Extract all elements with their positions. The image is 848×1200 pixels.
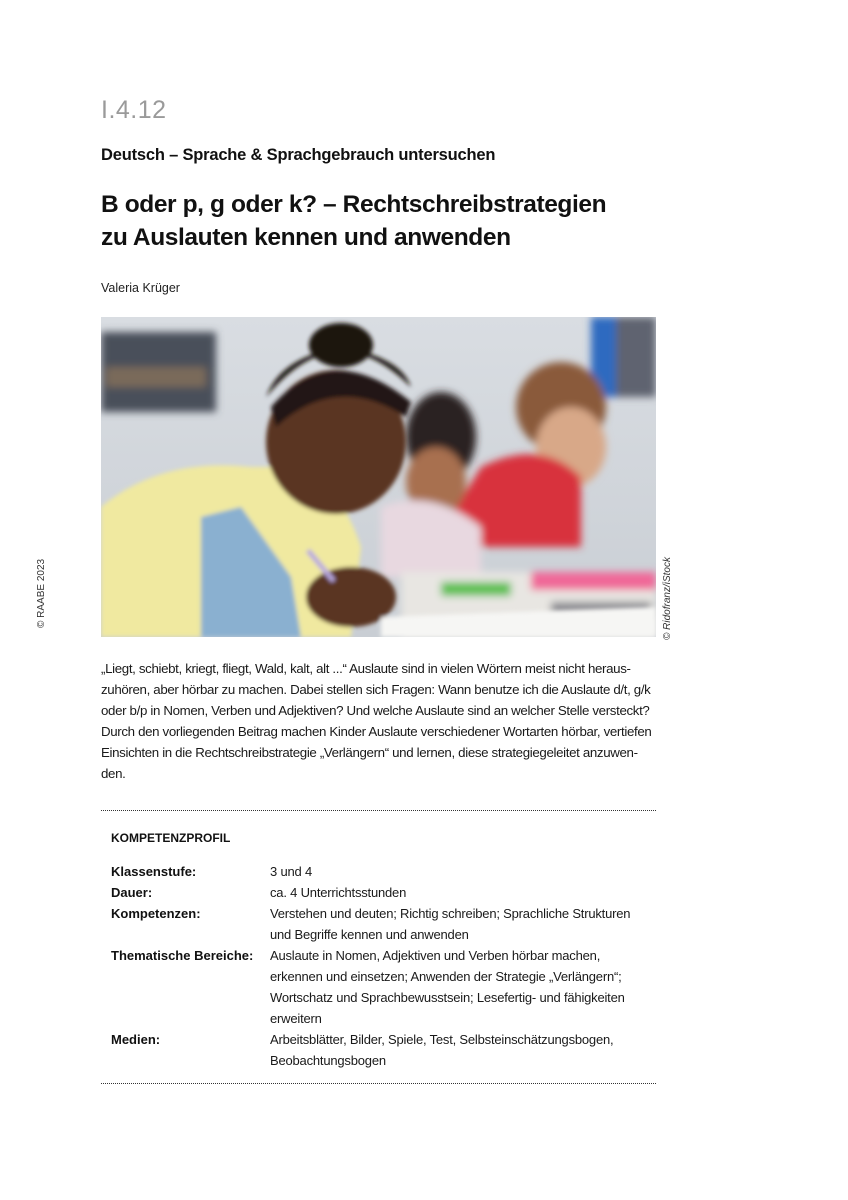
intro-line: zuhören, aber hörbar zu machen. Dabei stellen sich Fragen: Wann benutze ich die Auslaute d/t, g/k xyxy=(101,682,651,697)
profile-label: Thematische Bereiche: xyxy=(111,948,254,963)
intro-paragraph xyxy=(101,658,701,784)
profile-value xyxy=(270,861,656,882)
profile-value xyxy=(270,1029,656,1071)
profile-label: Kompetenzen: xyxy=(111,906,201,921)
dotted-divider xyxy=(101,810,656,811)
classroom-photo xyxy=(101,317,656,637)
value-line: Beobachtungsbogen xyxy=(270,1053,386,1068)
subject-heading: Deutsch – Sprache & Sprachgebrauch untersuchen xyxy=(101,146,496,164)
copyright-notice: © RAABE 2023 xyxy=(36,558,47,628)
intro-line: den. xyxy=(101,766,126,781)
intro-line: „Liegt, schiebt, kriegt, fliegt, Wald, kalt, alt ...“ Auslaute sind in vielen Wörtern meist nicht heraus- xyxy=(101,661,631,676)
value-line: 3 und 4 xyxy=(270,864,312,879)
photo-credit: © Ridofranz/iStock xyxy=(662,557,673,640)
profile-label: Dauer: xyxy=(111,885,153,900)
value-line: Verstehen und deuten; Richtig schreiben; Sprachliche Strukturen xyxy=(270,906,631,921)
dotted-divider xyxy=(101,1083,656,1084)
profile-row-klassenstufe xyxy=(111,861,656,882)
unit-code: I.4.12 xyxy=(101,96,167,124)
profile-value xyxy=(270,945,656,1029)
title-line: zu Auslauten kennen und anwenden xyxy=(101,224,511,251)
intro-line: Einsichten in die Rechtschreibstrategie „Verlängern“ und lernen, diese strategiegeleitet anzuwen- xyxy=(101,745,638,760)
profile-row-kompetenzen xyxy=(111,903,656,945)
value-line: Auslaute in Nomen, Adjektiven und Verben hörbar machen, xyxy=(270,948,601,963)
competence-profile xyxy=(111,861,656,1071)
intro-line: Durch den vorliegenden Beitrag machen Kinder Auslaute verschiedener Wortarten hörbar, vertiefen xyxy=(101,724,652,739)
value-line: erkennen und einsetzen; Anwenden der Strategie „Verlängern“; xyxy=(270,969,622,984)
intro-line: oder b/p in Nomen, Verben und Adjektiven? Und welche Auslaute sind an welcher Stelle versteckt? xyxy=(101,703,650,718)
page-title xyxy=(101,188,606,254)
author: Valeria Krüger xyxy=(101,281,180,295)
profile-value xyxy=(270,882,656,903)
title-line: B oder p, g oder k? – Rechtschreibstrategien xyxy=(101,191,607,218)
value-line: erweitern xyxy=(270,1011,322,1026)
profile-row-dauer xyxy=(111,882,656,903)
profile-value xyxy=(270,903,656,945)
value-line: Wortschatz und Sprachbewusstsein; Lesefertig- und fähigkeiten xyxy=(270,990,625,1005)
profile-heading: KOMPETENZPROFIL xyxy=(111,831,231,845)
value-line: ca. 4 Unterrichtsstunden xyxy=(270,885,407,900)
photo-illustration xyxy=(101,317,656,637)
value-line: und Begriffe kennen und anwenden xyxy=(270,927,469,942)
value-line: Arbeitsblätter, Bilder, Spiele, Test, Selbsteinschätzungsbogen, xyxy=(270,1032,614,1047)
profile-label: Klassenstufe: xyxy=(111,864,197,879)
profile-label: Medien: xyxy=(111,1032,161,1047)
profile-row-thematische-bereiche xyxy=(111,945,656,1029)
profile-row-medien xyxy=(111,1029,656,1071)
